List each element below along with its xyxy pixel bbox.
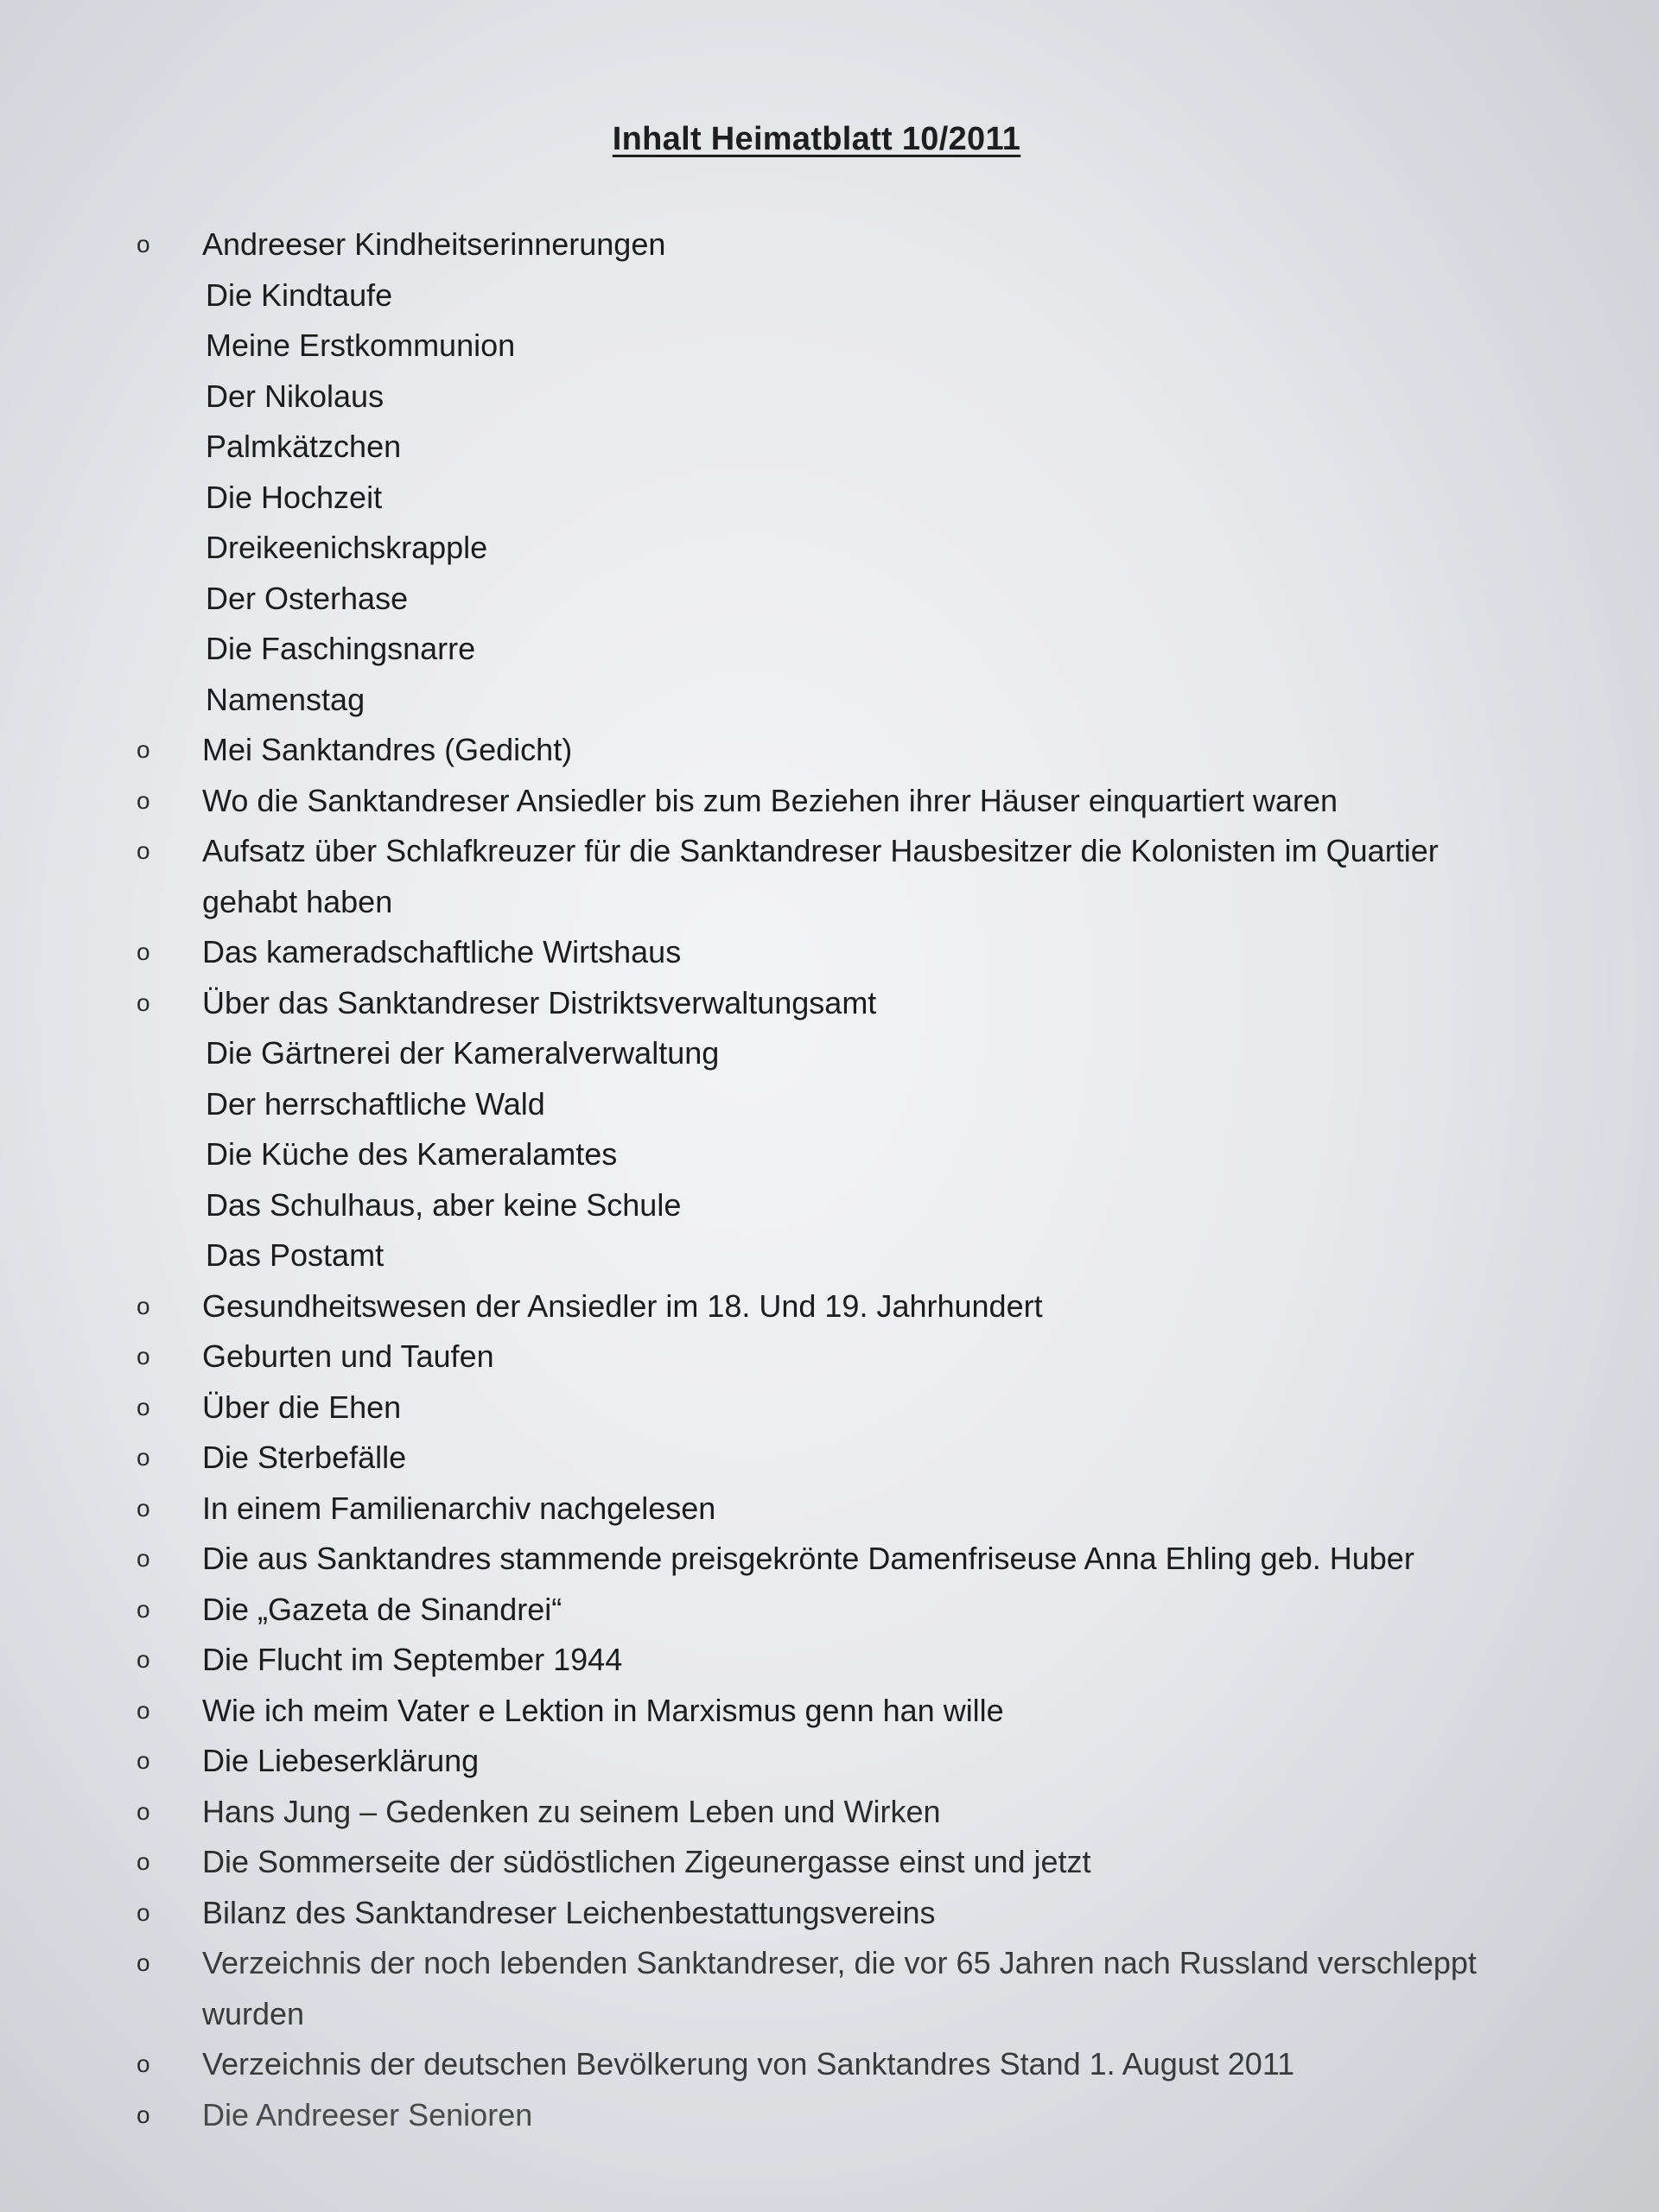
toc-entry <box>130 978 1529 1029</box>
toc-entry-text: Das Postamt <box>206 1237 385 1273</box>
toc-entry <box>130 1585 1529 1636</box>
toc-subentry <box>130 473 1529 524</box>
toc-subentry <box>130 422 1529 473</box>
toc-entry-text: Verzeichnis der noch lebenden Sanktandreser, die vor 65 Jahren nach Russland verschleppt wurden <box>202 1945 1477 2031</box>
toc-entry <box>130 1787 1529 1838</box>
toc-entry-text: Der herrschaftliche Wald <box>206 1085 545 1122</box>
toc-entry-text: Die Liebeserklärung <box>202 1743 480 1778</box>
bullet-icon: o <box>137 938 150 965</box>
bullet-icon: o <box>137 231 150 257</box>
toc-entry <box>130 2039 1529 2090</box>
toc-entry <box>130 2090 1529 2141</box>
toc-entry-text: Die Gärtnerei der Kameralverwaltung <box>206 1035 720 1071</box>
toc-entry-text: Wo die Sanktandreser Ansiedler bis zum Beziehen ihrer Häuser einquartiert waren <box>202 782 1338 818</box>
toc-entry <box>130 1686 1529 1737</box>
bullet-icon: o <box>137 1848 150 1875</box>
bullet-icon: o <box>137 1949 150 1976</box>
toc-entry <box>130 927 1529 978</box>
toc-entry <box>130 1281 1529 1332</box>
toc-entry <box>130 1433 1529 1484</box>
bullet-icon: o <box>137 1595 150 1623</box>
toc-subentry <box>130 270 1529 321</box>
bullet-icon: o <box>137 1393 150 1421</box>
bullet-icon: o <box>137 736 150 763</box>
toc-entry <box>130 1484 1529 1535</box>
toc-entry-text: Der Osterhase <box>206 580 409 616</box>
bullet-icon: o <box>137 1494 150 1522</box>
bullet-icon: o <box>137 2050 150 2077</box>
toc-entry-text: Die Küche des Kameralamtes <box>206 1136 618 1172</box>
toc-entry-text: Die aus Sanktandres stammende preisgekrönte Damenfriseuse Anna Ehling geb. Huber <box>202 1541 1414 1576</box>
toc-entry <box>130 826 1529 927</box>
toc-entry <box>130 725 1529 776</box>
bullet-icon: o <box>137 1545 150 1572</box>
toc-entry <box>130 1534 1529 1585</box>
toc-subentry <box>130 1180 1529 1231</box>
toc-entry-text: Die Andreeser Senioren <box>202 2096 533 2133</box>
bullet-icon: o <box>137 1797 150 1825</box>
toc-entry-text: Dreikeenichskrapple <box>206 530 488 565</box>
bullet-icon: o <box>137 988 150 1016</box>
toc-entry <box>130 1837 1529 1888</box>
toc-entry-text: Gesundheitswesen der Ansiedler im 18. Und 19. Jahrhundert <box>202 1287 1043 1324</box>
toc-entry-text: Bilanz des Sanktandreser Leichenbestattungsvereins <box>202 1894 936 1930</box>
toc-entry-text: Die Hochzeit <box>206 479 383 515</box>
toc-entry-text: Der Nikolaus <box>206 378 385 414</box>
toc-entry-text: Meine Erstkommunion <box>206 327 516 363</box>
toc-entry <box>130 1382 1529 1433</box>
toc-entry-text: Die „Gazeta de Sinandrei“ <box>202 1591 563 1627</box>
toc-entry-text: Das kameradschaftliche Wirtshaus <box>202 934 682 969</box>
toc-entry-text: Das Schulhaus, aber keine Schule <box>206 1186 682 1223</box>
toc-subentry <box>130 1028 1529 1079</box>
toc-entry-text: Hans Jung – Gedenken zu seinem Leben und Wirken <box>202 1793 941 1829</box>
toc-subentry <box>130 1079 1529 1130</box>
toc-entry-text: Die Kindtaufe <box>206 276 393 313</box>
toc-entry-text: Über die Ehen <box>202 1389 402 1425</box>
toc-entry-text: Aufsatz über Schlafkreuzer für die Sanktandreser Hausbesitzer die Kolonisten im Quartier gehabt haben <box>202 833 1439 919</box>
toc-entry-text: Wie ich meim Vater e Lektion in Marxismus genn han wille <box>202 1692 1004 1728</box>
toc-subentry <box>130 1230 1529 1281</box>
bullet-icon: o <box>137 2101 150 2128</box>
toc-subentry <box>130 372 1529 423</box>
toc-subentry <box>130 1129 1529 1180</box>
toc-entry-text: Mei Sanktandres (Gedicht) <box>202 732 573 767</box>
toc-entry-text: Geburten und Taufen <box>202 1338 494 1374</box>
toc-entry <box>130 1938 1529 2039</box>
toc-entry-text: Verzeichnis der deutschen Bevölkerung von Sanktandres Stand 1. August 2011 <box>202 2046 1295 2082</box>
toc-entry-text: Die Flucht im September 1944 <box>202 1642 623 1677</box>
toc-entry-text: Namenstag <box>206 681 365 717</box>
bullet-icon: o <box>137 1898 150 1926</box>
bullet-icon: o <box>137 1292 150 1319</box>
toc-subentry <box>130 523 1529 574</box>
toc-entry <box>130 776 1529 827</box>
bullet-icon: o <box>137 786 150 814</box>
toc-subentry <box>130 321 1529 372</box>
toc-entry-text: Die Sommerseite der südöstlichen Zigeunergasse einst und jetzt <box>202 1844 1091 1879</box>
bullet-icon: o <box>137 1747 150 1774</box>
toc-entry <box>130 219 1529 270</box>
bullet-icon: o <box>137 1696 150 1724</box>
table-of-contents <box>130 219 1529 2140</box>
toc-entry <box>130 1635 1529 1686</box>
toc-entry-text: Palmkätzchen <box>206 429 402 464</box>
bullet-icon: o <box>137 1343 150 1370</box>
toc-entry-text: Die Faschingsnarre <box>206 631 476 666</box>
toc-entry-text: In einem Familienarchiv nachgelesen <box>202 1490 716 1526</box>
toc-entry <box>130 1888 1529 1939</box>
toc-subentry <box>130 624 1529 675</box>
bullet-icon: o <box>137 1646 150 1673</box>
page-title: Inhalt Heimatblatt 10/2011 <box>612 121 1021 157</box>
toc-subentry <box>130 574 1529 625</box>
bullet-icon: o <box>137 1444 150 1471</box>
toc-entry-text: Die Sterbefälle <box>202 1440 407 1475</box>
toc-entry-text: Andreeser Kindheitserinnerungen <box>202 226 666 262</box>
bullet-icon: o <box>137 837 150 864</box>
toc-entry-text: Über das Sanktandreser Distriktsverwaltungsamt <box>202 984 877 1020</box>
toc-entry <box>130 1332 1529 1382</box>
toc-entry <box>130 1736 1529 1787</box>
toc-subentry <box>130 675 1529 726</box>
